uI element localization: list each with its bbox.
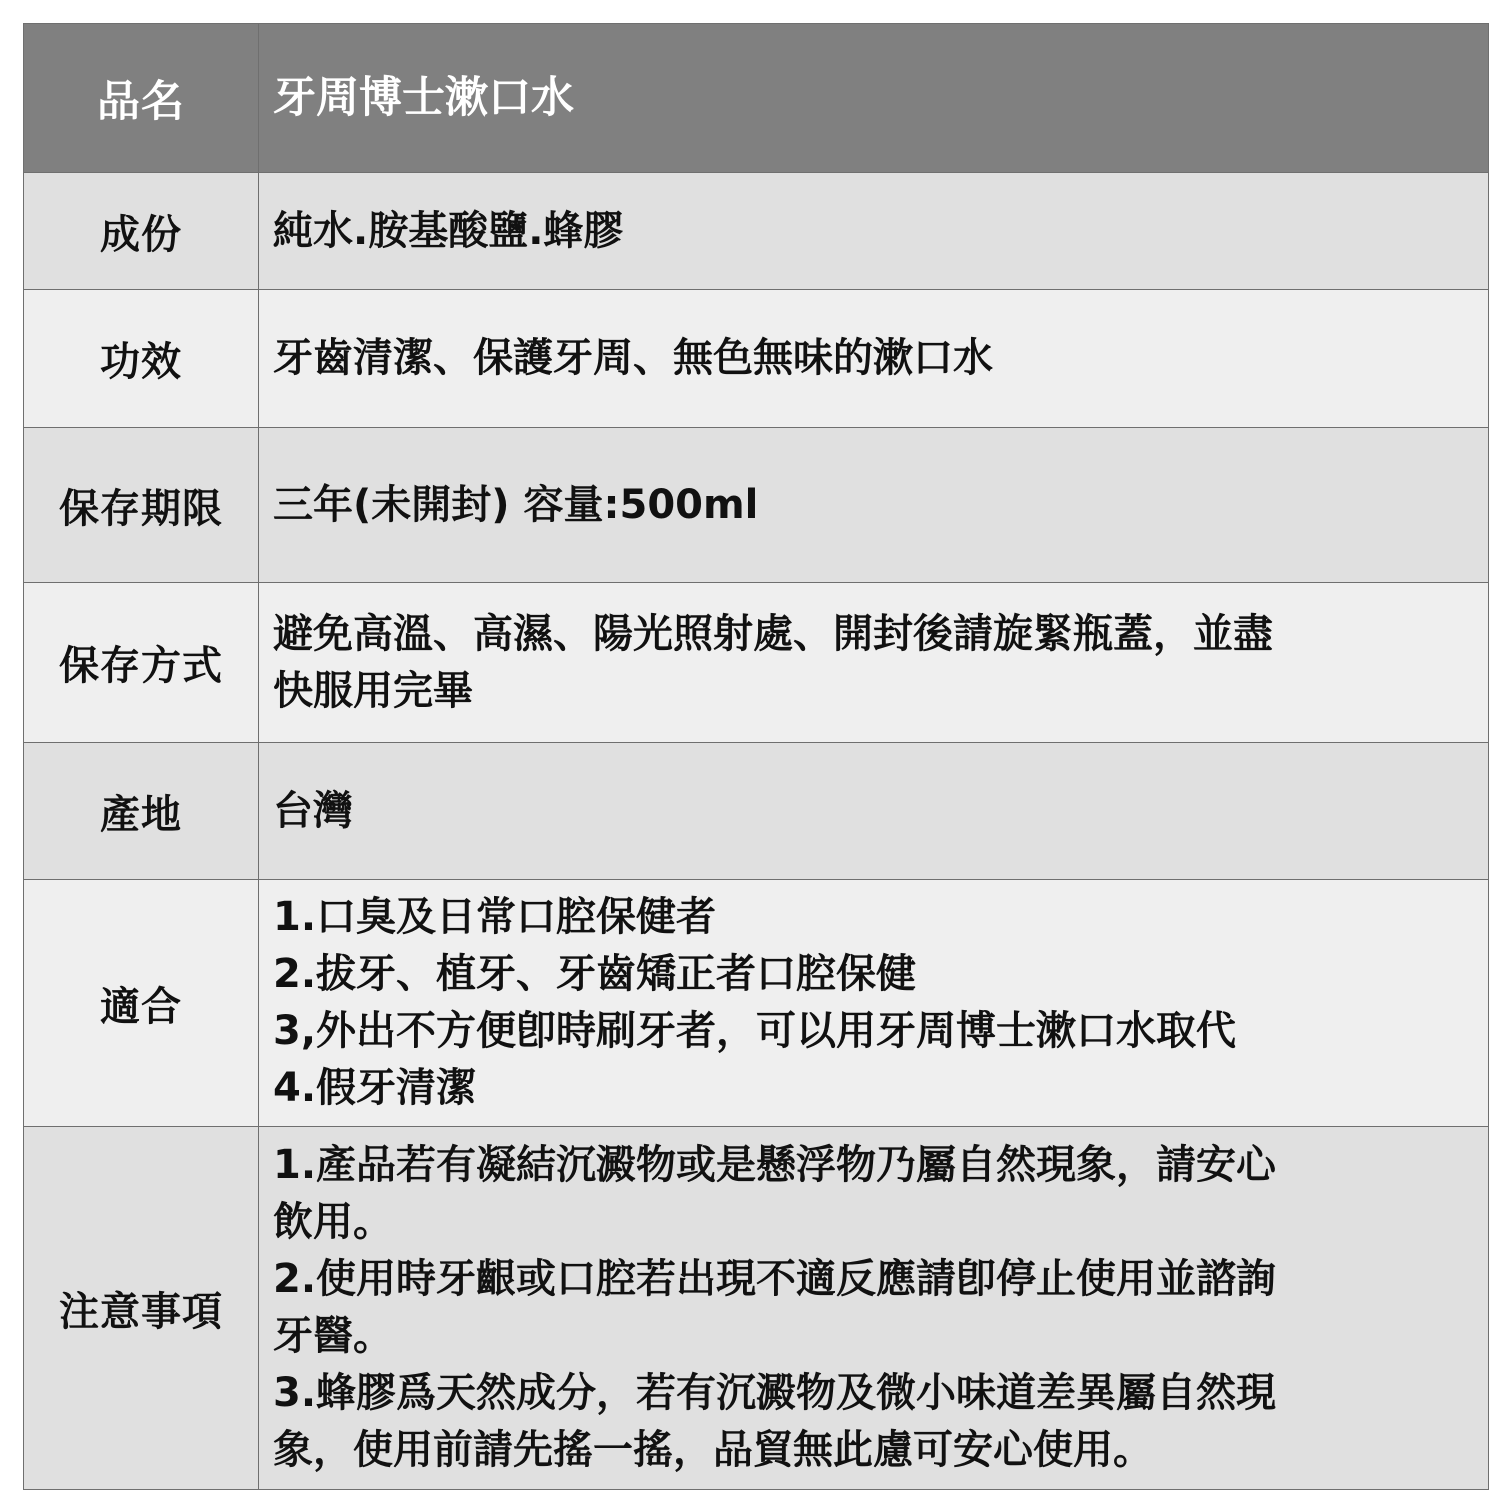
notes-line: 飲用。 <box>273 1199 393 1245</box>
row-label: 成份 <box>24 173 259 290</box>
notes-line: 3.蜂膠爲天然成分，若有沉澱物及微小味道差異屬自然現 <box>273 1370 1277 1416</box>
notes-value <box>259 1127 1489 1490</box>
row-label: 適合 <box>24 880 259 1127</box>
spec-row-shelf-life <box>24 428 1489 583</box>
suitable-line: 4.假牙清潔 <box>273 1065 477 1111</box>
notes-line: 1.產品若有凝結沉澱物或是懸浮物乃屬自然現象，請安心 <box>273 1142 1277 1188</box>
notes-line: 牙醫。 <box>273 1313 393 1359</box>
row-label: 保存期限 <box>24 428 259 583</box>
ingredients-value: 純水.胺基酸鹽.蜂膠 <box>259 173 1489 290</box>
row-label: 功效 <box>24 290 259 428</box>
spec-row-ingredients <box>24 173 1489 290</box>
spec-row-efficacy <box>24 290 1489 428</box>
notes-line: 象，使用前請先搖一搖，品貿無此慮可安心使用。 <box>273 1427 1153 1473</box>
spec-row-notes <box>24 1127 1489 1490</box>
product-spec-table <box>23 23 1489 1490</box>
efficacy-value: 牙齒清潔、保護牙周、無色無味的漱口水 <box>259 290 1489 428</box>
product-name: 牙周博士漱口水 <box>259 24 1489 173</box>
origin-value: 台灣 <box>259 743 1489 880</box>
storage-value <box>259 583 1489 743</box>
row-label: 品名 <box>24 24 259 173</box>
spec-row-suitable <box>24 880 1489 1127</box>
row-label: 注意事項 <box>24 1127 259 1490</box>
spec-row-name <box>24 24 1489 173</box>
suitable-line: 2.拔牙、植牙、牙齒矯正者口腔保健 <box>273 951 917 997</box>
spec-row-storage <box>24 583 1489 743</box>
notes-line: 2.使用時牙齦或口腔若出現不適反應請卽停止使用並諮詢 <box>273 1256 1277 1302</box>
storage-line: 快服用完畢 <box>273 667 473 714</box>
spec-row-origin <box>24 743 1489 880</box>
suitable-line: 1.口臭及日常口腔保健者 <box>273 894 717 940</box>
row-label: 保存方式 <box>24 583 259 743</box>
row-label: 產地 <box>24 743 259 880</box>
shelf-life-value: 三年(未開封) 容量:500ml <box>259 428 1489 583</box>
storage-line: 避免高溫、高濕、陽光照射處、開封後請旋緊瓶蓋，並盡 <box>273 610 1273 657</box>
suitable-value <box>259 880 1489 1127</box>
suitable-line: 3,外出不方便卽時刷牙者，可以用牙周博士漱口水取代 <box>273 1008 1237 1054</box>
